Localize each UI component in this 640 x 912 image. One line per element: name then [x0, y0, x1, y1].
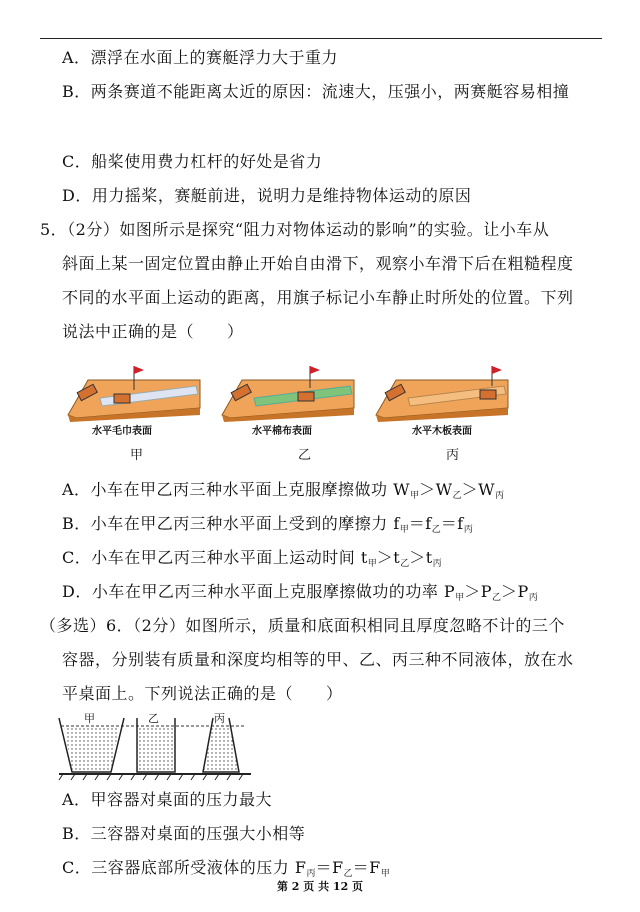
option-text: C．三容器底部所受液体的压力 F: [62, 858, 307, 877]
figure-label-cotton: 水平棉布表面: [252, 426, 312, 437]
option-text: D．小车在甲乙丙三种水平面上克服摩擦做功的功率 P: [62, 582, 456, 601]
q5-option-d: [62, 581, 538, 609]
option-text: ＝F: [315, 858, 344, 877]
subscript: 乙: [491, 593, 501, 603]
subscript: 甲: [410, 491, 420, 501]
ramp-towel: [68, 366, 200, 422]
q4-option-b: B．两条赛道不能距离太近的原因：流速大，压强小，两赛艇容易相撞: [62, 82, 570, 101]
ramp-wood: [376, 366, 508, 422]
option-text: B．三容器对桌面的压强大小相等: [62, 824, 306, 843]
q4-option-c: C．船桨使用费力杠杆的好处是省力: [62, 152, 323, 171]
option-text: ＞t: [409, 548, 433, 567]
option-text: A．小车在甲乙丙三种水平面上克服摩擦做功 W: [62, 480, 411, 499]
figure-caption-yi: 乙: [298, 448, 312, 463]
subscript: 丙: [495, 491, 505, 501]
q4-option-d: D．用力摇桨，赛艇前进，说明力是维持物体运动的原因: [62, 186, 472, 205]
figure-label-wood: 水平木板表面: [412, 426, 472, 437]
q5-option-b: [62, 513, 473, 541]
container-label-bing: 丙: [214, 712, 225, 725]
option-text: B．小车在甲乙丙三种水平面上受到的摩擦力 f: [62, 514, 400, 533]
q5-figure: [0, 360, 640, 480]
q5-stem-line-2: 斜面上某一固定位置由静止开始自由滑下，观察小车滑下后在粗糙程度: [62, 254, 574, 273]
figure-caption-jia: 甲: [130, 448, 144, 463]
page-footer: 第 2 页 共 12 页: [276, 880, 364, 893]
ramp-cotton: [222, 366, 354, 422]
subscript: 甲: [380, 869, 390, 879]
option-text: ＞t: [376, 548, 401, 567]
q6-option-a: [62, 789, 272, 811]
subscript: 乙: [400, 559, 410, 569]
subscript: 丙: [528, 593, 538, 603]
q5-option-a: [62, 479, 504, 507]
q4-option-a: A．漂浮在水面上的赛艇浮力大于重力: [62, 48, 339, 67]
q5-option-c: [62, 547, 442, 575]
option-text: ＝f: [440, 514, 464, 533]
container-jia: [59, 718, 124, 772]
q6-option-b: [62, 823, 305, 845]
option-text: ＝F: [352, 858, 381, 877]
subscript: 甲: [367, 559, 377, 569]
top-rule: [40, 38, 602, 39]
container-yi: [137, 718, 175, 772]
subscript: 乙: [431, 525, 441, 535]
subscript: 乙: [343, 869, 353, 879]
subscript: 甲: [399, 525, 409, 535]
q6-stem-line-2: 容器，分别装有质量和深度均相等的甲、乙、丙三种不同液体，放在水: [62, 650, 574, 669]
figure-caption-bing: 丙: [446, 448, 460, 463]
option-text: ＝f: [408, 514, 432, 533]
q5-stem-line-1: 5．（2分）如图所示是探究“阻力对物体运动的影响”的实验。让小车从: [40, 220, 550, 239]
option-text: ＞P: [464, 582, 492, 601]
option-text: ＞P: [501, 582, 529, 601]
q6-stem-line-1: （多选）6．（2分）如图所示，质量和底面积相同且厚度忽略不计的三个: [40, 616, 565, 635]
option-text: ＞W: [419, 480, 453, 499]
option-text: ＞W: [461, 480, 496, 499]
figure-label-towel: 水平毛巾表面: [92, 426, 152, 437]
q5-stem-line-4: 说法中正确的是（ ）: [62, 322, 244, 341]
subscript: 乙: [452, 491, 462, 501]
container-label-yi: 乙: [148, 712, 159, 725]
subscript: 丙: [463, 525, 473, 535]
q5-stem-line-3: 不同的水平面上运动的距离，用旗子标记小车静止时所处的位置。下列: [62, 288, 574, 307]
q6-stem-line-3: 平桌面上。下列说法正确的是（ ）: [62, 684, 343, 703]
subscript: 丙: [432, 559, 442, 569]
container-label-jia: 甲: [84, 712, 95, 725]
option-text: A．甲容器对桌面的压力最大: [62, 790, 273, 809]
subscript: 甲: [455, 593, 465, 603]
option-text: C．小车在甲乙丙三种水平面上运动时间 t: [62, 548, 368, 567]
subscript: 丙: [306, 869, 316, 879]
